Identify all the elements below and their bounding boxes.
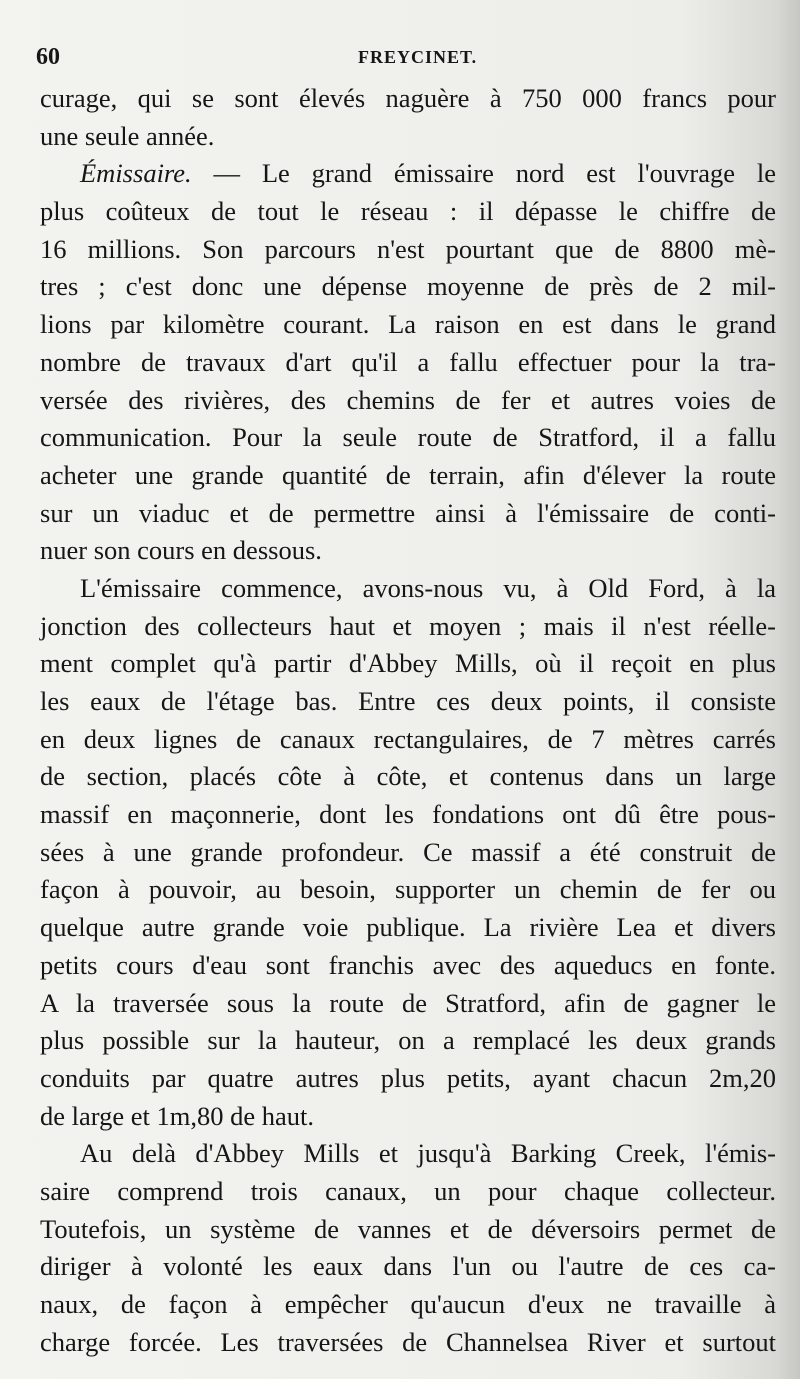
text-line — [40, 1211, 776, 1249]
line-text: acheter une grande quantité de terrain, afin d'élever la route — [40, 459, 776, 490]
line-text: A la traversée sous la route de Stratford, afin de gagner le — [40, 987, 776, 1018]
line-text: saire comprend trois canaux, un pour chaque collecteur. — [40, 1175, 776, 1206]
text-line — [40, 1173, 776, 1211]
text-line — [40, 834, 776, 872]
line-text: en deux lignes de canaux rectangulaires, de 7 mètres carrés — [40, 723, 776, 754]
line-text: façon à pouvoir, au besoin, supporter un chemin de fer ou — [40, 874, 776, 905]
line-text: diriger à volonté les eaux dans l'un ou l'autre de ces ca- — [40, 1251, 776, 1282]
page-header — [36, 44, 776, 76]
text-line — [40, 721, 776, 759]
text-line — [40, 1135, 776, 1173]
line-text: nuer son cours en dessous. — [40, 535, 322, 566]
line-text: plus coûteux de tout le réseau : il dépasse le chiffre de — [40, 196, 776, 227]
text-line — [40, 608, 776, 646]
text-line — [40, 947, 776, 985]
section-heading: Émissaire. — [80, 158, 192, 189]
running-head: FREYCINET. — [358, 47, 478, 67]
line-text: versée des rivières, des chemins de fer et autres voies de — [40, 384, 776, 415]
line-text: Au delà d'Abbey Mills et jusqu'à Barking Creek, l'émis- — [80, 1138, 776, 1169]
text-line — [40, 80, 776, 118]
text-line — [40, 1022, 776, 1060]
line-text: une seule année. — [40, 120, 215, 151]
line-text: de large et 1m,80 de haut. — [40, 1100, 314, 1131]
line-text: charge forcée. Les traversées de Channelsea River et surtout — [40, 1326, 776, 1357]
line-text: petits cours d'eau sont franchis avec des aqueducs en fonte. — [40, 949, 776, 980]
line-text: tres ; c'est donc une dépense moyenne de près de 2 mil- — [40, 271, 776, 302]
line-text: de section, placés côte à côte, et contenus dans un large — [40, 761, 776, 792]
line-text: conduits par quatre autres plus petits, ayant chacun 2m,20 — [40, 1062, 776, 1093]
line-text: jonction des collecteurs haut et moyen ; mais il n'est réelle- — [40, 610, 776, 641]
line-text: sées à une grande profondeur. Ce massif a été construit de — [40, 836, 776, 867]
line-text: L'émissaire commence, avons-nous vu, à Old Ford, à la — [80, 572, 776, 603]
line-text: sur un viaduc et de permettre ainsi à l'émissaire de conti- — [40, 497, 776, 528]
text-line — [40, 1248, 776, 1286]
text-line — [40, 532, 776, 570]
line-text: massif en maçonnerie, dont les fondations ont dû être pous- — [40, 799, 776, 830]
body-text — [40, 80, 776, 1361]
line-text: curage, qui se sont élevés naguère à 750 000 francs pour — [40, 83, 776, 113]
text-line — [40, 1098, 776, 1136]
text-line — [40, 871, 776, 909]
text-line — [40, 457, 776, 495]
text-line — [40, 344, 776, 382]
text-line — [40, 382, 776, 420]
line-text: Toutefois, un système de vannes et de déversoirs permet de — [40, 1213, 776, 1244]
line-text: naux, de façon à empêcher qu'aucun d'eux ne travaille à — [40, 1289, 776, 1319]
line-text: quelque autre grande voie publique. La rivière Lea et divers — [40, 912, 776, 943]
text-line — [40, 495, 776, 533]
text-line — [40, 645, 776, 683]
text-line — [40, 118, 776, 156]
line-text: les eaux de l'étage bas. Entre ces deux points, il consiste — [40, 686, 776, 716]
text-line — [40, 796, 776, 834]
text-line — [40, 419, 776, 457]
text-line — [40, 1324, 776, 1362]
text-line — [40, 985, 776, 1023]
text-line — [40, 306, 776, 344]
text-line — [40, 758, 776, 796]
text-line — [40, 909, 776, 947]
text-line — [40, 231, 776, 269]
line-text: plus possible sur la hauteur, on a remplacé les deux grands — [40, 1025, 776, 1056]
line-text: lions par kilomètre courant. La raison en est dans le grand — [40, 309, 776, 340]
line-text: nombre de travaux d'art qu'il a fallu effectuer pour la tra- — [40, 346, 776, 377]
line-text: — Le grand émissaire nord est l'ouvrage le — [191, 158, 776, 189]
text-line — [40, 1060, 776, 1098]
text-line — [40, 683, 776, 721]
line-text: communication. Pour la seule route de Stratford, il a fallu — [40, 422, 776, 453]
text-line — [40, 1286, 776, 1324]
line-text: ment complet qu'à partir d'Abbey Mills, où il reçoit en plus — [40, 648, 776, 679]
text-line — [40, 268, 776, 306]
text-line — [40, 193, 776, 231]
line-text: 16 millions. Son parcours n'est pourtant que de 8800 mè- — [40, 233, 776, 264]
page-number: 60 — [36, 44, 60, 70]
text-line — [40, 570, 776, 608]
text-line — [40, 155, 776, 193]
